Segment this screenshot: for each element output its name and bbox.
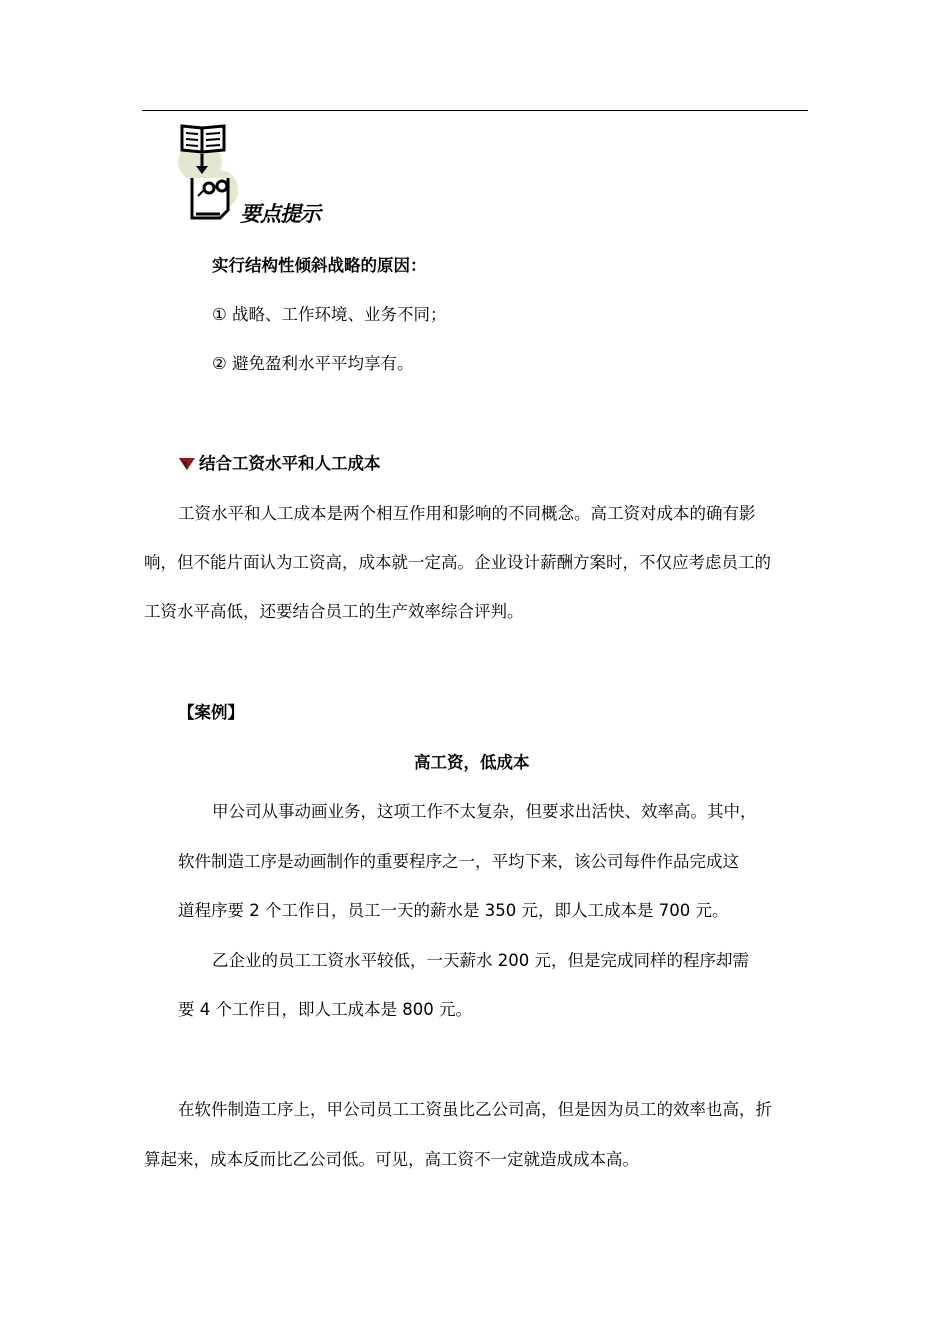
case-line-3: 道程序要 2 个工作日，员工一天的薪水是 350 元，即人工成本是 700 元。 (178, 901, 729, 920)
section-title: 结合工资水平和人工成本 (199, 454, 381, 473)
case-label: 【案例】 (178, 703, 244, 722)
case-title: 高工资，低成本 (414, 753, 530, 772)
arrow-bullet-icon (178, 457, 196, 471)
conclusion-line-1: 在软件制造工序上，甲公司员工工资虽比乙公司高，但是因为员工的效率也高，折 (178, 1100, 772, 1119)
header-rule (142, 110, 808, 111)
case-line-2: 软件制造工序是动画制作的重要程序之一，平均下来，该公司每件作品完成这 (178, 852, 739, 871)
tip-book-icon (176, 122, 238, 222)
case-line-4: 乙企业的员工工资水平较低，一天薪水 200 元，但是完成同样的程序却需 (212, 951, 749, 970)
section-paragraph-line-3: 工资水平高低，还要结合员工的生产效率综合评判。 (144, 602, 524, 621)
conclusion-line-2: 算起来，成本反而比乙公司低。可见，高工资不一定就造成成本高。 (144, 1150, 639, 1169)
section-heading (178, 452, 381, 476)
section-paragraph-line-1: 工资水平和人工成本是两个相互作用和影响的不同概念。高工资对成本的确有影 (178, 504, 756, 523)
case-line-5: 要 4 个工作日，即人工成本是 800 元。 (178, 1000, 472, 1019)
case-line-1: 甲公司从事动画业务，这项工作不太复杂，但要求出活快、效率高。其中， (212, 802, 757, 821)
tip-heading: 实行结构性倾斜战略的原因： (212, 256, 427, 275)
tip-item-1: ① 战略、工作环境、业务不同； (212, 305, 447, 324)
tip-title: 要点提示 (240, 202, 320, 226)
section-paragraph-line-2: 响，但不能片面认为工资高，成本就一定高。企业设计薪酬方案时，不仅应考虑员工的 (144, 553, 771, 572)
tip-item-2: ② 避免盈利水平平均享有。 (212, 354, 414, 373)
